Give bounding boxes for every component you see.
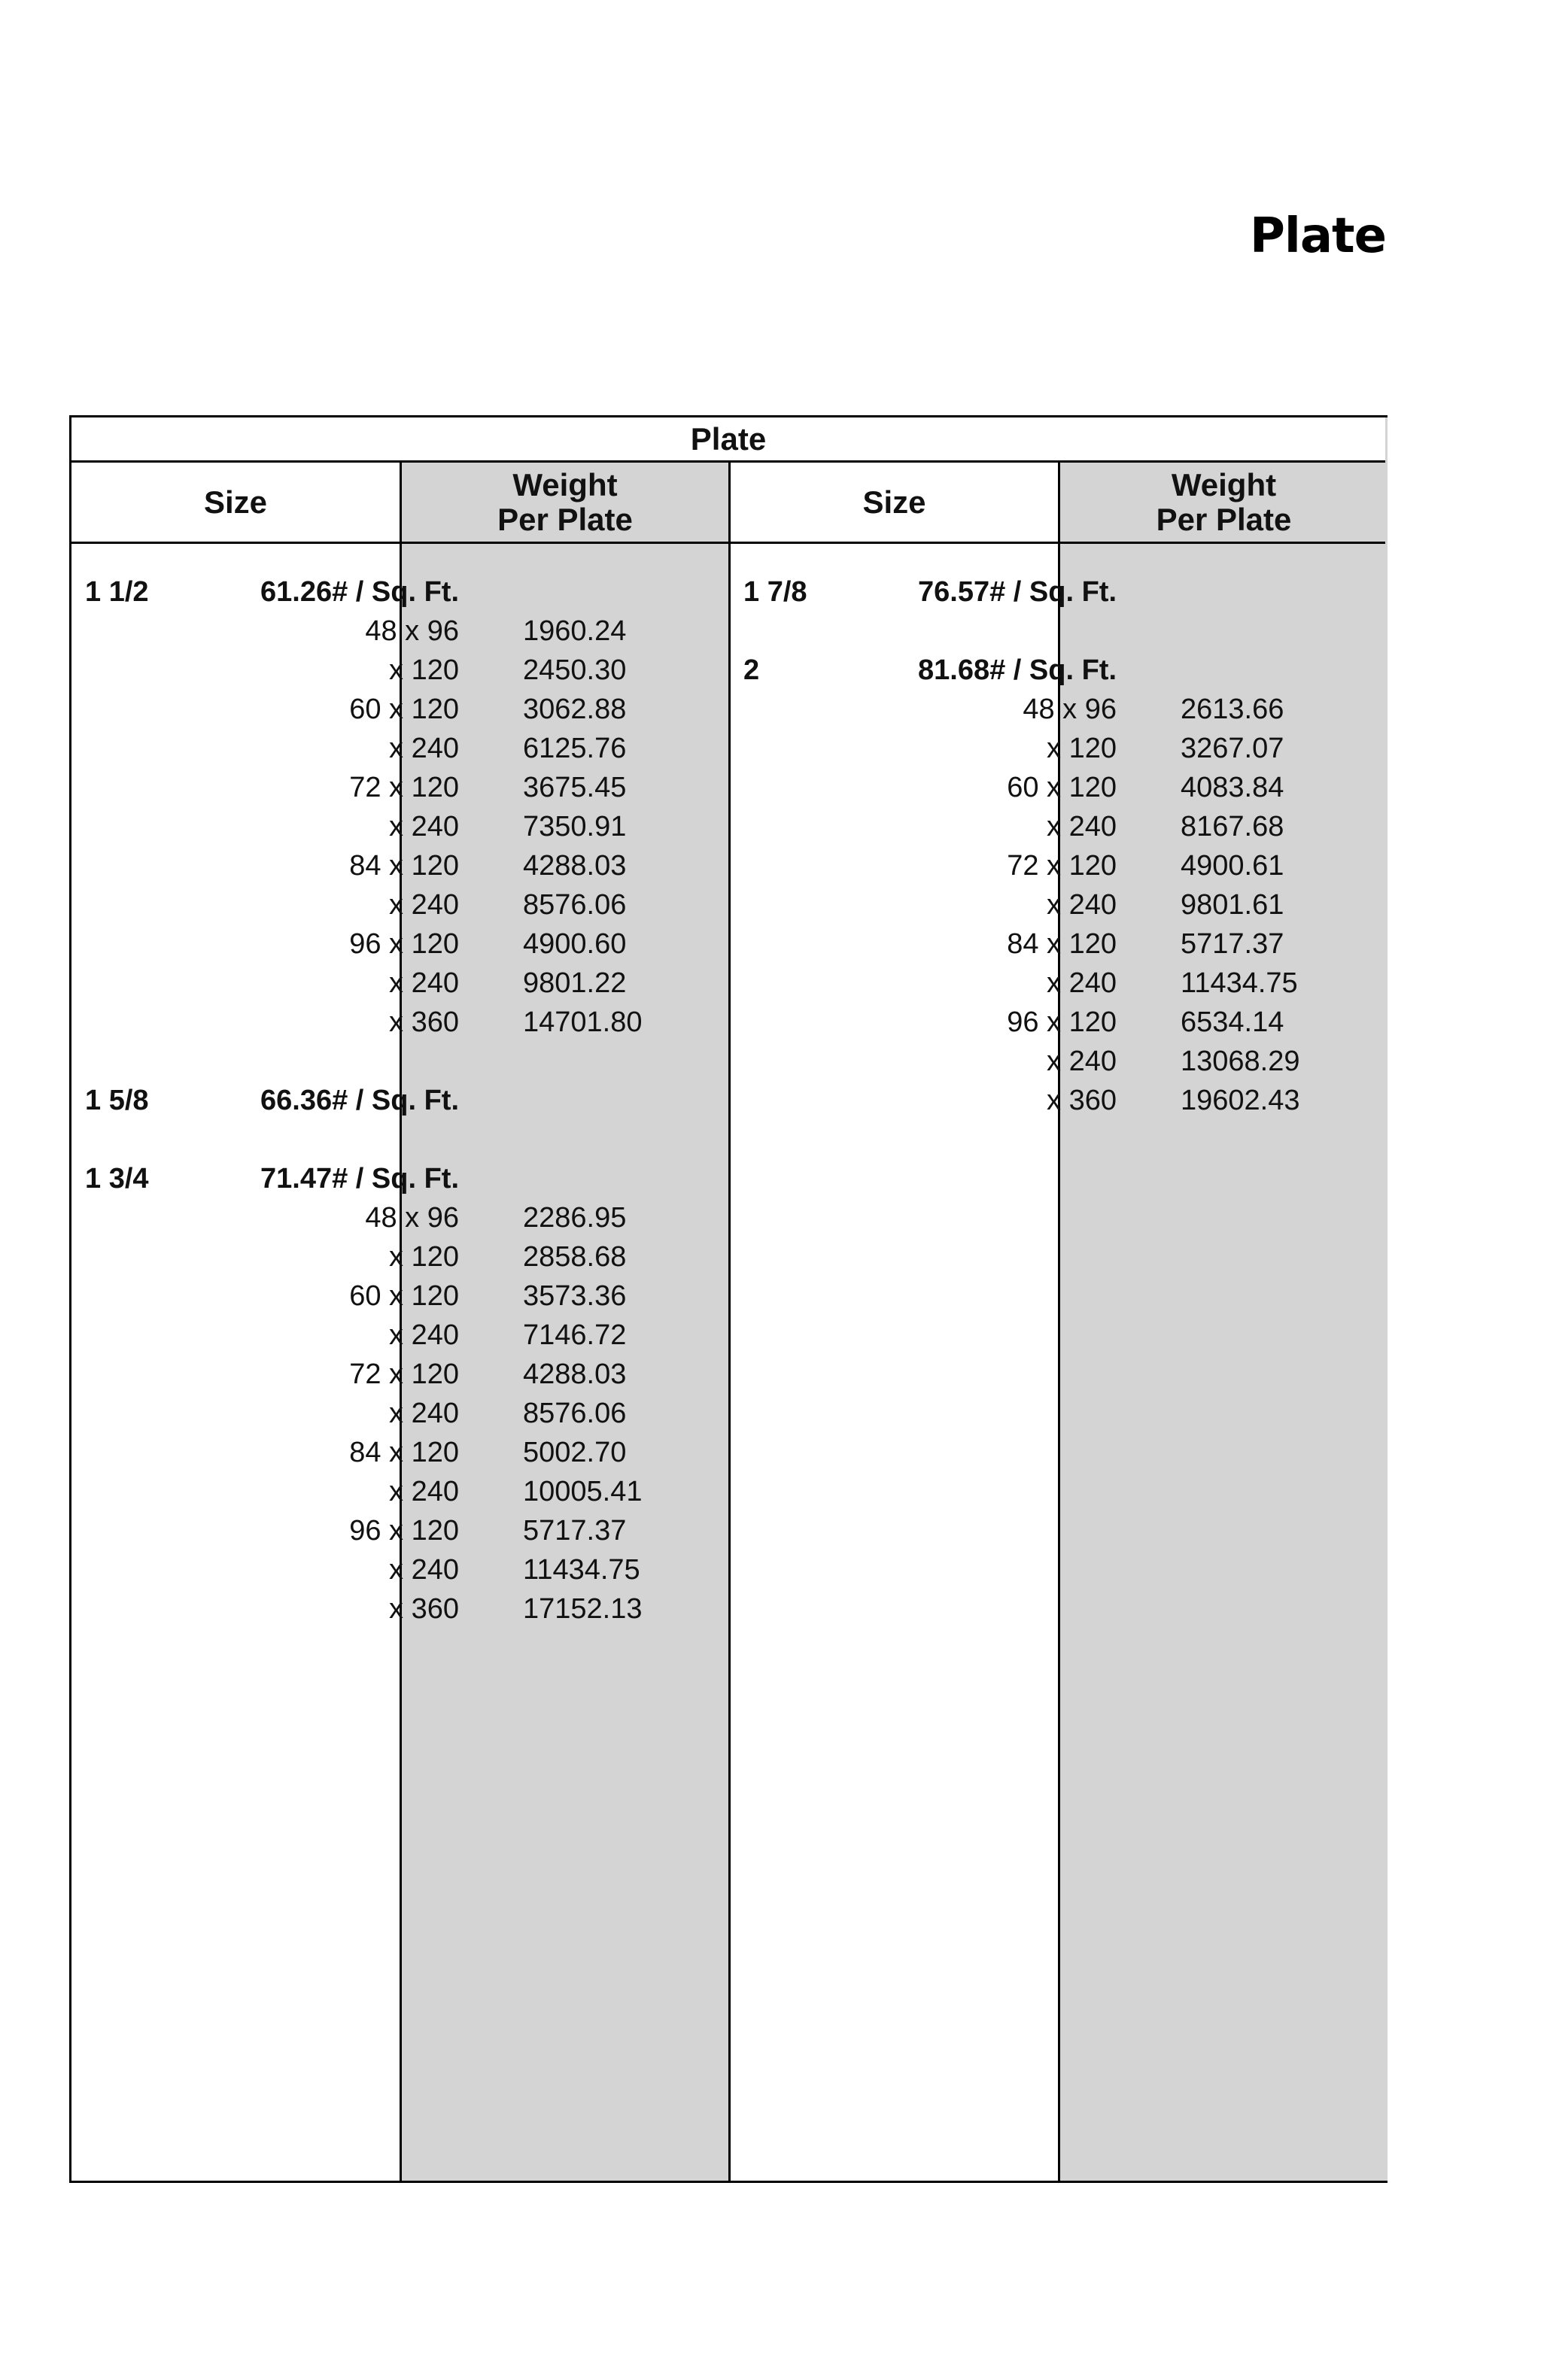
plate-weight: 8576.06 bbox=[523, 889, 627, 921]
plate-size: x 240 bbox=[1047, 967, 1117, 999]
table-row bbox=[71, 807, 1388, 846]
plate-size: 96 x 120 bbox=[349, 1515, 459, 1547]
plate-size: x 240 bbox=[389, 1476, 459, 1507]
unit-weight-label: 81.68# / Sq. Ft. bbox=[918, 654, 1117, 686]
plate-weight: 2286.95 bbox=[523, 1202, 627, 1234]
table-row bbox=[71, 1550, 1388, 1589]
plate-weight: 6125.76 bbox=[523, 733, 627, 764]
table-row bbox=[71, 1159, 1388, 1198]
thickness-label: 1 1/2 bbox=[85, 576, 149, 608]
table-row bbox=[71, 1316, 1388, 1355]
plate-size: x 360 bbox=[389, 1006, 459, 1038]
table-row bbox=[71, 1511, 1388, 1550]
plate-weight: 5717.37 bbox=[1181, 928, 1284, 960]
plate-weight: 6534.14 bbox=[1181, 1006, 1284, 1038]
plate-size: x 240 bbox=[1047, 889, 1117, 921]
column-header-weight-left bbox=[402, 463, 728, 542]
table-row bbox=[71, 1589, 1388, 1629]
plate-size: 72 x 120 bbox=[349, 772, 459, 803]
plate-size: x 240 bbox=[389, 1398, 459, 1429]
plate-weight: 3062.88 bbox=[523, 694, 627, 725]
plate-size: x 240 bbox=[389, 1319, 459, 1351]
unit-weight-label: 76.57# / Sq. Ft. bbox=[918, 576, 1117, 608]
plate-weight-table bbox=[69, 415, 1388, 2183]
table-row bbox=[71, 1237, 1388, 1277]
plate-weight: 8576.06 bbox=[523, 1398, 627, 1429]
plate-weight: 4900.60 bbox=[523, 928, 627, 960]
table-row bbox=[71, 1081, 1388, 1120]
thickness-label: 1 5/8 bbox=[85, 1085, 149, 1116]
plate-weight: 1960.24 bbox=[523, 615, 627, 647]
table-title: Plate bbox=[71, 417, 1385, 463]
plate-size: 48 x 96 bbox=[365, 1202, 459, 1234]
plate-weight: 4288.03 bbox=[523, 1358, 627, 1390]
plate-weight: 7350.91 bbox=[523, 811, 627, 842]
plate-size: 96 x 120 bbox=[1007, 1006, 1117, 1038]
column-header-label: Size bbox=[862, 484, 926, 520]
table-row bbox=[71, 1042, 1388, 1081]
plate-size: x 120 bbox=[1047, 733, 1117, 764]
unit-weight-label: 61.26# / Sq. Ft. bbox=[260, 576, 459, 608]
plate-size: x 240 bbox=[389, 967, 459, 999]
plate-size: x 360 bbox=[1047, 1085, 1117, 1116]
plate-size: 60 x 120 bbox=[349, 1280, 459, 1312]
plate-size: 84 x 120 bbox=[349, 850, 459, 882]
column-header-size-left bbox=[71, 463, 400, 542]
plate-size: x 240 bbox=[389, 1554, 459, 1586]
table-row bbox=[71, 885, 1388, 924]
plate-size: 48 x 96 bbox=[365, 615, 459, 647]
plate-size: x 360 bbox=[389, 1593, 459, 1625]
plate-size: x 120 bbox=[389, 654, 459, 686]
plate-size: x 240 bbox=[389, 889, 459, 921]
plate-size: 84 x 120 bbox=[1007, 928, 1117, 960]
column-header-weight-right bbox=[1060, 463, 1388, 542]
plate-weight: 13068.29 bbox=[1181, 1046, 1300, 1077]
plate-weight: 5002.70 bbox=[523, 1437, 627, 1468]
unit-weight-label: 66.36# / Sq. Ft. bbox=[260, 1085, 459, 1116]
table-row bbox=[71, 1003, 1388, 1042]
column-header-label: Size bbox=[203, 484, 268, 520]
page-title: Plate bbox=[1249, 208, 1386, 264]
table-row bbox=[71, 1472, 1388, 1511]
plate-weight: 19602.43 bbox=[1181, 1085, 1300, 1116]
plate-size: 96 x 120 bbox=[349, 928, 459, 960]
plate-weight: 2613.66 bbox=[1181, 694, 1284, 725]
table-row bbox=[71, 924, 1388, 964]
plate-weight: 8167.68 bbox=[1181, 811, 1284, 842]
plate-size: 72 x 120 bbox=[349, 1358, 459, 1390]
plate-weight: 7146.72 bbox=[523, 1319, 627, 1351]
plate-size: x 240 bbox=[1047, 811, 1117, 842]
column-header-label: Per Plate bbox=[497, 501, 633, 537]
plate-weight: 3267.07 bbox=[1181, 733, 1284, 764]
column-header-size-right bbox=[731, 463, 1058, 542]
thickness-label: 2 bbox=[743, 654, 760, 686]
plate-weight: 17152.13 bbox=[523, 1593, 643, 1625]
table-row bbox=[71, 1394, 1388, 1433]
plate-weight: 9801.22 bbox=[523, 967, 627, 999]
table-row bbox=[71, 964, 1388, 1003]
thickness-label: 1 7/8 bbox=[743, 576, 807, 608]
plate-size: x 240 bbox=[389, 733, 459, 764]
plate-weight: 2858.68 bbox=[523, 1241, 627, 1273]
plate-weight: 11434.75 bbox=[1181, 967, 1298, 999]
plate-size: x 240 bbox=[389, 811, 459, 842]
plate-size: 60 x 120 bbox=[349, 694, 459, 725]
table-row bbox=[71, 690, 1388, 729]
plate-size: 60 x 120 bbox=[1007, 772, 1117, 803]
plate-weight: 4288.03 bbox=[523, 850, 627, 882]
plate-size: x 120 bbox=[389, 1241, 459, 1273]
plate-size: 84 x 120 bbox=[349, 1437, 459, 1468]
plate-size: 48 x 96 bbox=[1023, 694, 1117, 725]
table-row bbox=[71, 1277, 1388, 1316]
plate-weight: 3675.45 bbox=[523, 772, 627, 803]
table-row bbox=[71, 1355, 1388, 1394]
plate-weight: 4083.84 bbox=[1181, 772, 1284, 803]
table-row bbox=[71, 729, 1388, 768]
unit-weight-label: 71.47# / Sq. Ft. bbox=[260, 1163, 459, 1195]
table-row bbox=[71, 1433, 1388, 1472]
table-row bbox=[71, 846, 1388, 885]
table-row bbox=[71, 572, 1388, 612]
plate-weight: 4900.61 bbox=[1181, 850, 1284, 882]
plate-weight: 10005.41 bbox=[523, 1476, 643, 1507]
column-header-label: Weight bbox=[512, 466, 618, 502]
plate-size: 72 x 120 bbox=[1007, 850, 1117, 882]
column-header-label: Per Plate bbox=[1156, 501, 1292, 537]
thickness-label: 1 3/4 bbox=[85, 1163, 149, 1195]
table-row bbox=[71, 768, 1388, 807]
plate-weight: 14701.80 bbox=[523, 1006, 643, 1038]
table-row bbox=[71, 1198, 1388, 1237]
plate-weight: 2450.30 bbox=[523, 654, 627, 686]
plate-weight: 5717.37 bbox=[523, 1515, 627, 1547]
plate-size: x 240 bbox=[1047, 1046, 1117, 1077]
table-row bbox=[71, 612, 1388, 651]
plate-weight: 11434.75 bbox=[523, 1554, 640, 1586]
column-header-label: Weight bbox=[1171, 466, 1277, 502]
plate-weight: 9801.61 bbox=[1181, 889, 1284, 921]
table-row bbox=[71, 651, 1388, 690]
header-divider bbox=[71, 542, 1385, 544]
plate-weight: 3573.36 bbox=[523, 1280, 627, 1312]
